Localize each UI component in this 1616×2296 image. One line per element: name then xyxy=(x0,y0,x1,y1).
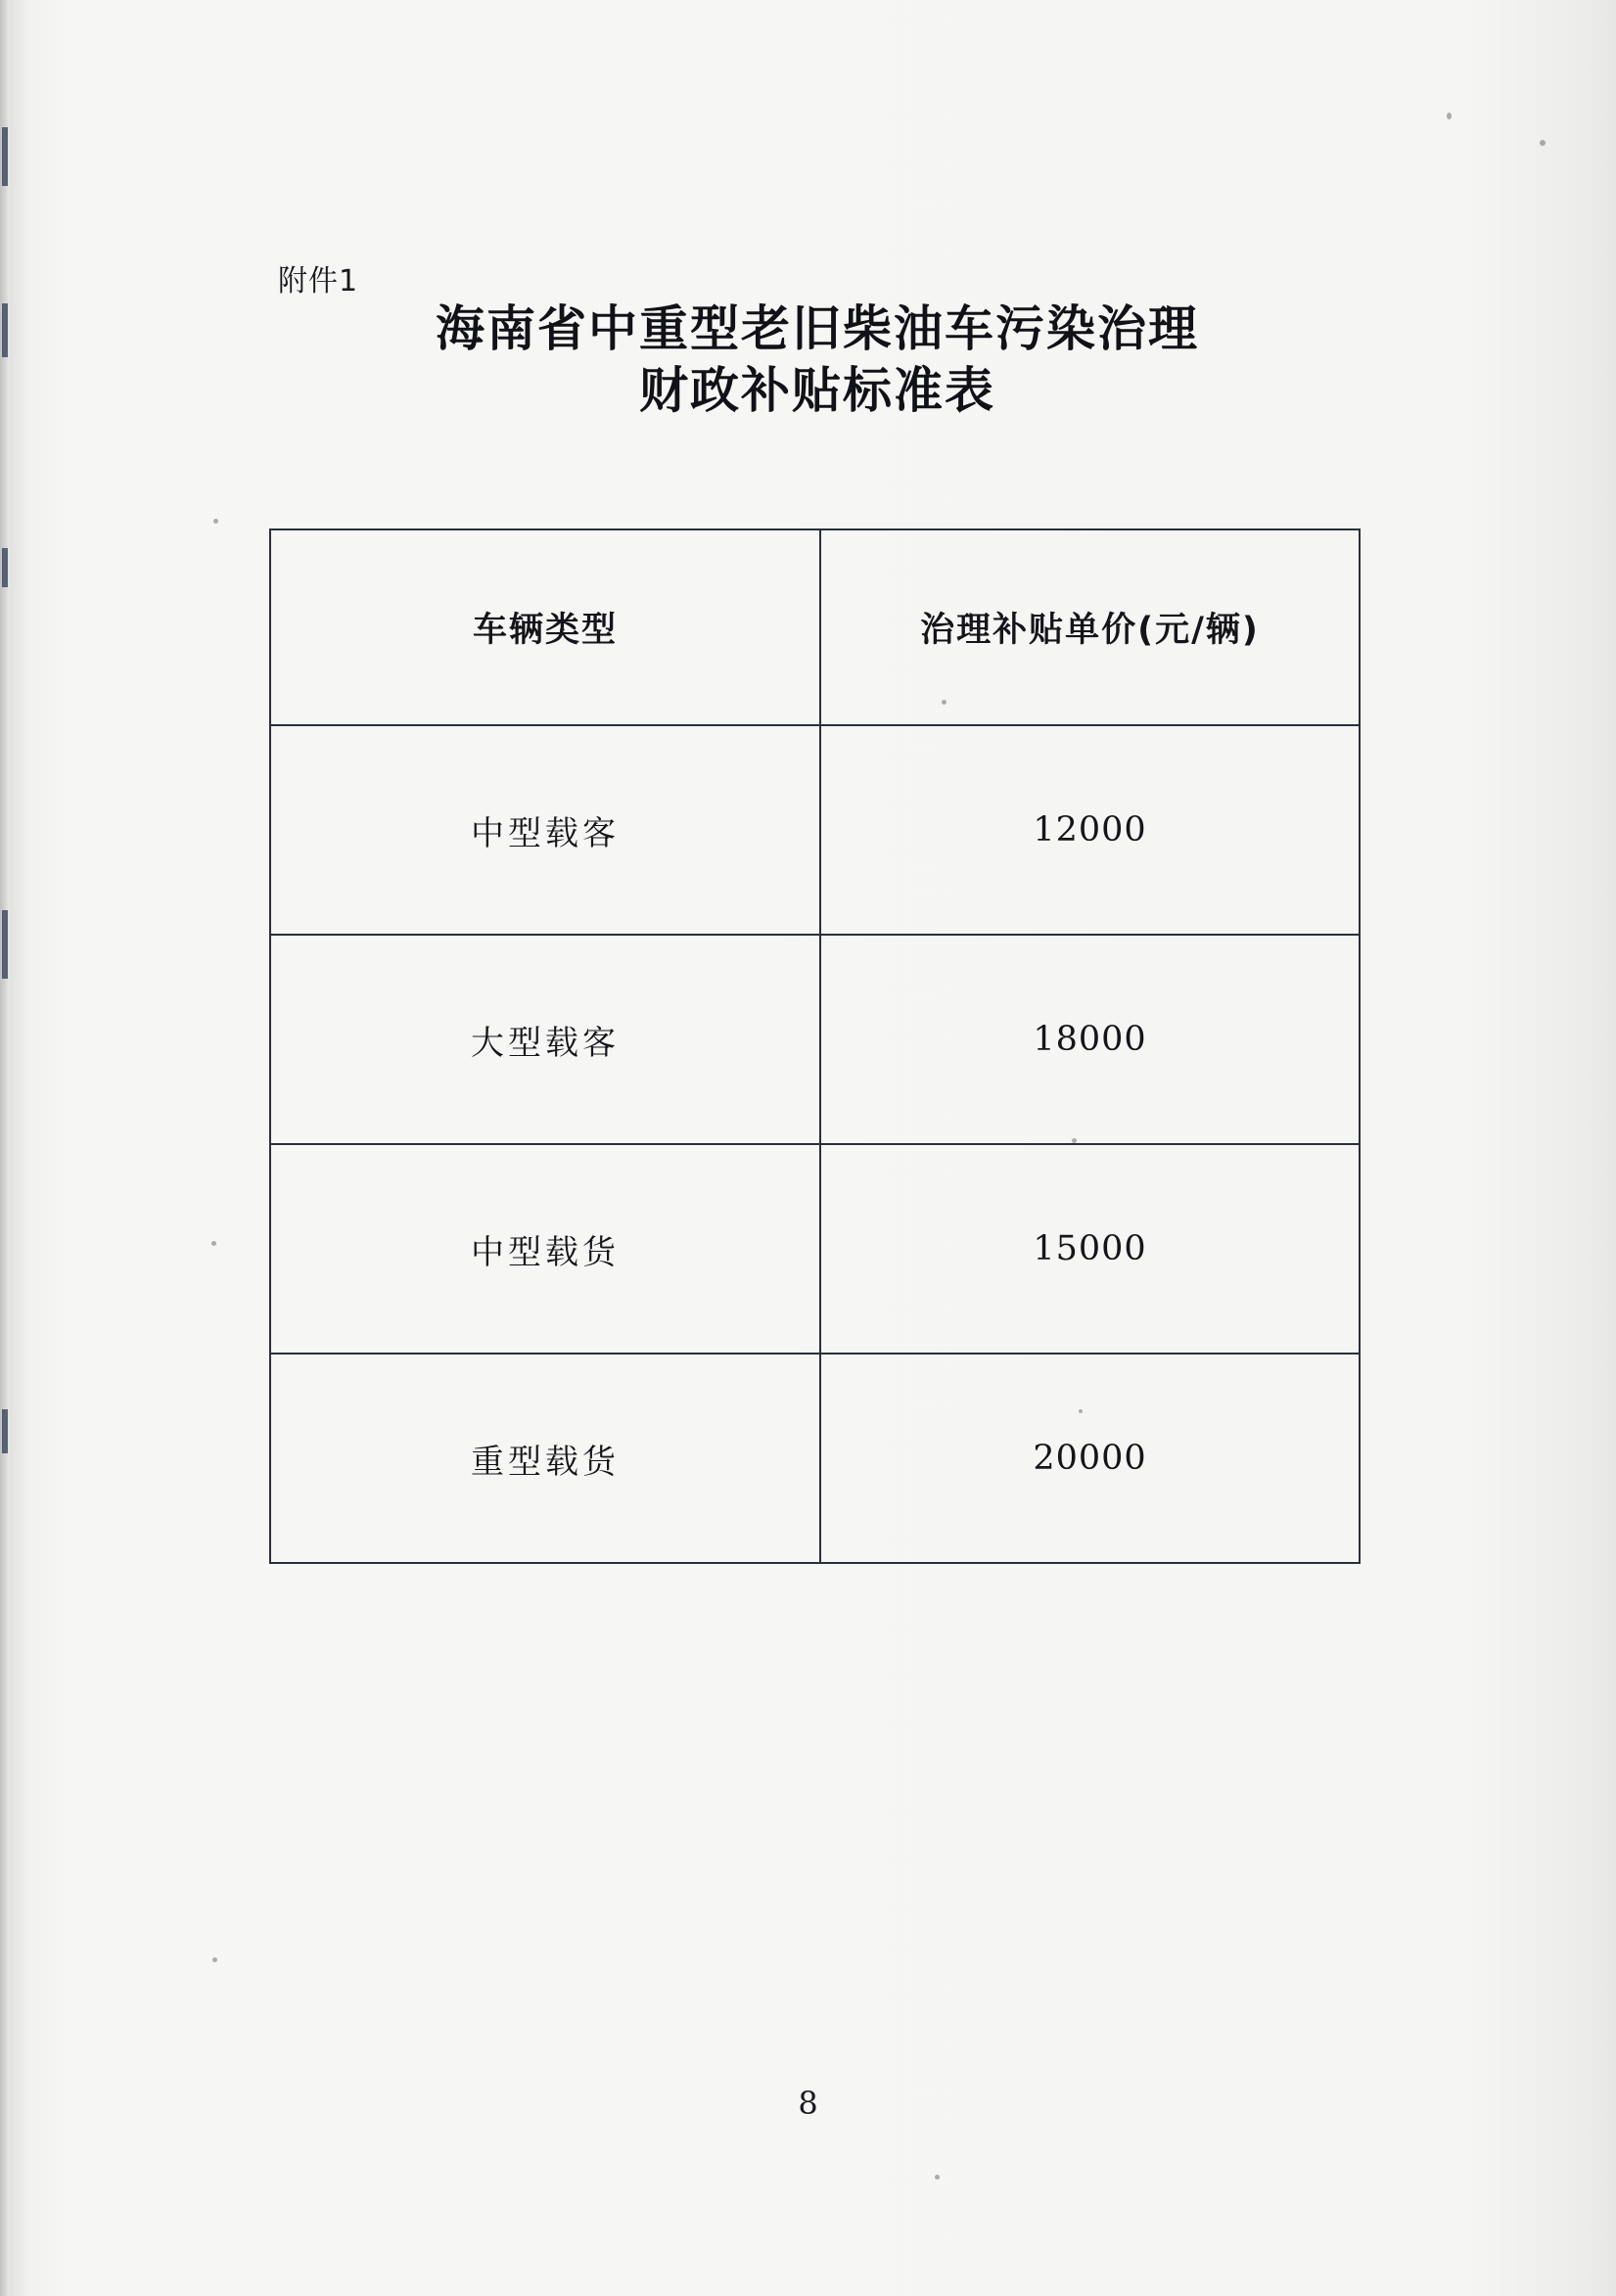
scan-speck xyxy=(1447,113,1452,119)
cell-vehicle-type: 大型载客 xyxy=(270,935,820,1144)
table-row xyxy=(270,935,1360,1144)
page-title-line-1: 海南省中重型老旧柴油车污染治理 xyxy=(436,300,1199,357)
cell-vehicle-type: 中型载货 xyxy=(270,1144,820,1354)
attachment-label: 附件1 xyxy=(278,264,359,298)
table-header-row xyxy=(270,529,1360,725)
scan-artifact-mark xyxy=(2,910,8,979)
scan-artifact-mark xyxy=(2,1409,8,1453)
page-title xyxy=(294,298,1341,421)
subsidy-standard-table xyxy=(269,528,1361,1564)
page-number: 8 xyxy=(798,2085,818,2122)
scan-speck xyxy=(1540,140,1546,146)
cell-subsidy-amount: 20000 xyxy=(820,1354,1360,1563)
cell-vehicle-type: 中型载客 xyxy=(270,725,820,935)
scan-artifact-mark xyxy=(2,127,8,186)
scan-speck xyxy=(935,2175,940,2180)
scan-speck xyxy=(211,1241,216,1246)
scan-speck xyxy=(212,1957,217,1962)
scan-artifact-mark xyxy=(2,548,8,587)
column-header-subsidy-price: 治理补贴单价(元/辆) xyxy=(820,529,1360,725)
cell-subsidy-amount: 18000 xyxy=(820,935,1360,1144)
table-row xyxy=(270,1354,1360,1563)
table-row xyxy=(270,1144,1360,1354)
page-title-line-2: 财政补贴标准表 xyxy=(639,361,995,419)
cell-subsidy-amount: 15000 xyxy=(820,1144,1360,1354)
cell-subsidy-amount: 12000 xyxy=(820,725,1360,935)
scan-artifact-mark xyxy=(2,303,8,357)
column-header-vehicle-type: 车辆类型 xyxy=(270,529,820,725)
scan-speck xyxy=(213,519,218,524)
table-row xyxy=(270,725,1360,935)
cell-vehicle-type: 重型载货 xyxy=(270,1354,820,1563)
